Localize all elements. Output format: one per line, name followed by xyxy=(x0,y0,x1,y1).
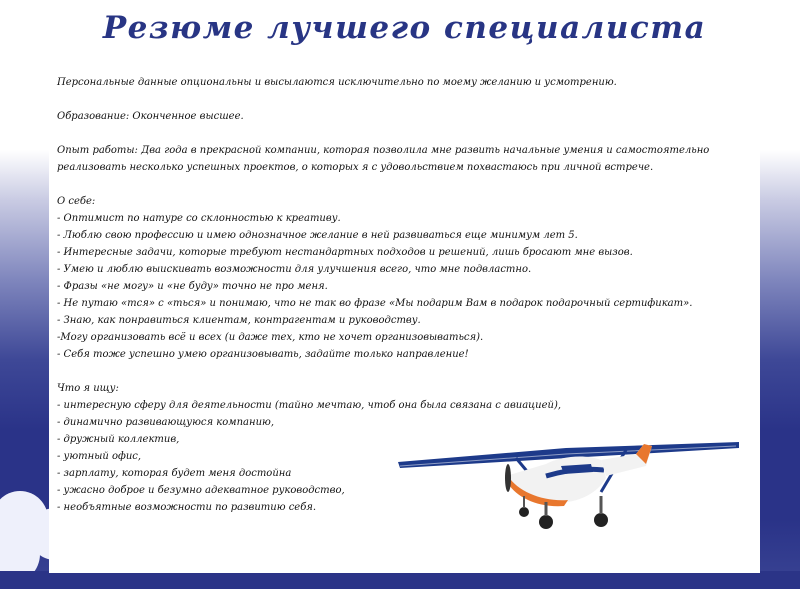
about-item: -Могу организовать всё и всех (и даже тех, кто не хочет организовываться). xyxy=(57,332,484,343)
about-item: - Не путаю «тся» с «ться» и понимаю, что не так во фразе «Мы подарим Вам в подарок подарочный сертификат». xyxy=(57,298,693,309)
airplane-illustration xyxy=(396,436,741,536)
experience-text-line-2: реализовать несколько успешных проектов, о которых я с удовольствием похвастаюсь при личной встрече. xyxy=(57,162,654,173)
seeking-item: - динамично развивающуюся компанию, xyxy=(57,417,274,428)
about-item: - Умею и люблю выискивать возможности для улучшения всего, что мне подвластно. xyxy=(57,264,532,275)
bottom-strip xyxy=(0,571,800,589)
about-item: - Фразы «не могу» и «не буду» точно не про меня. xyxy=(57,281,328,292)
seeking-item: - уютный офис, xyxy=(57,451,142,462)
seeking-item: - дружный коллектив, xyxy=(57,434,180,445)
page-title: Резюме лучшего специалиста xyxy=(102,10,707,46)
personal-data-text: Персональные данные опциональны и высылаются исключительно по моему желанию и усмотрению. xyxy=(57,77,617,88)
about-heading: О себе: xyxy=(57,196,96,207)
experience-text-line-1: Опыт работы: Два года в прекрасной компании, которая позволила мне развить начальные умения и самостоятельно xyxy=(57,145,710,156)
about-item: - Люблю свою профессию и имею однозначное желание в ней развиваться еще минимум лет 5. xyxy=(57,230,578,241)
seeking-item: - зарплату, которая будет меня достойна xyxy=(57,468,292,479)
about-item: - Себя тоже успешно умею организовывать, задайте только направление! xyxy=(57,349,469,360)
about-item: - Интересные задачи, которые требуют нестандартных подходов и решений, лишь бросают мне вызов. xyxy=(57,247,633,258)
seeking-item: - интересную сферу для деятельности (тайно мечтаю, чтоб она была связана с авиацией), xyxy=(57,400,562,411)
seeking-item: - необъятные возможности по развитию себя. xyxy=(57,502,317,513)
about-item: - Знаю, как понравиться клиентам, контрагентам и руководству. xyxy=(57,315,421,326)
education-text: Образование: Оконченное высшее. xyxy=(57,111,244,122)
seeking-heading: Что я ищу: xyxy=(57,383,119,394)
seeking-item: - ужасно доброе и безумно адекватное руководство, xyxy=(57,485,345,496)
about-item: - Оптимист по натуре со склонностью к креативу. xyxy=(57,213,341,224)
